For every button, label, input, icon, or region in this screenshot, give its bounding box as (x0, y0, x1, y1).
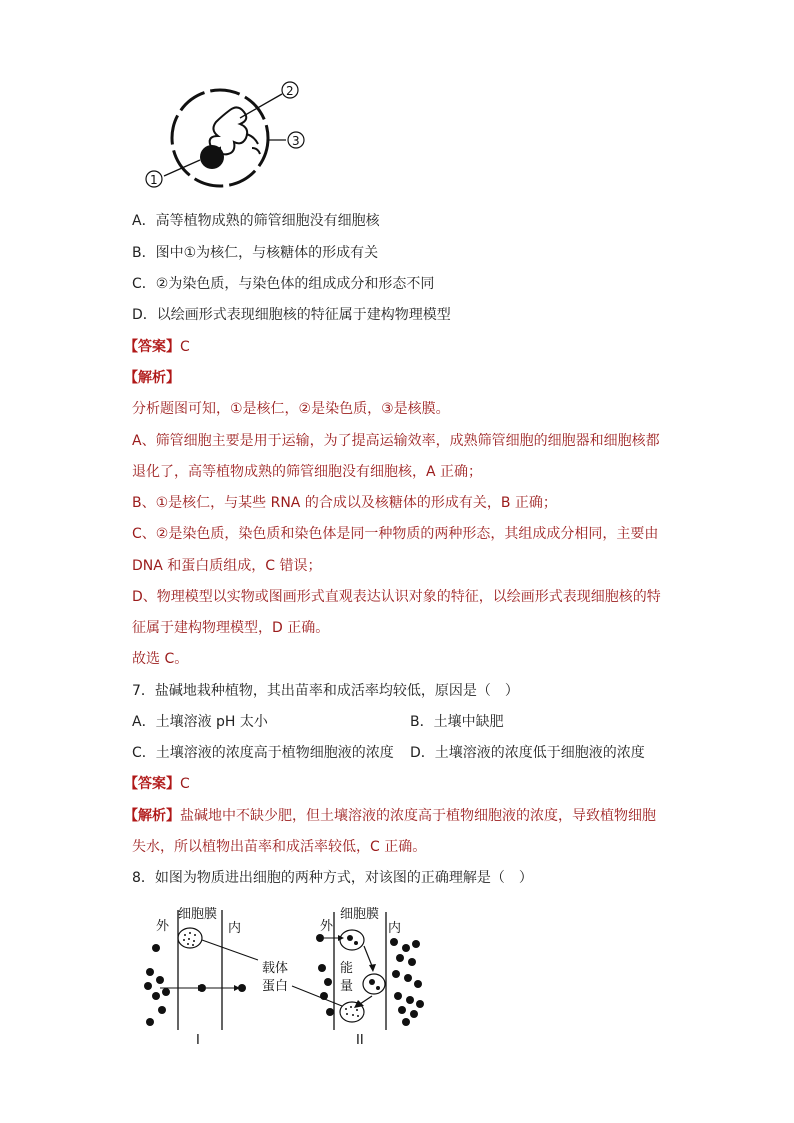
transport-figure (138, 900, 438, 1050)
q6-analysis-line-4: B、①是核仁，与某些 RNA 的合成以及核糖体的形成有关，B 正确； (132, 495, 557, 511)
q6-analysis-line-1: 分析题图可知，①是核仁，②是染色质，③是核膜。 (132, 401, 450, 417)
in-label-left: 内 (228, 921, 242, 936)
q6-option-d: D．以绘画形式表现细胞核的特征属于建构物理模型 (132, 307, 451, 323)
q7-analysis-line-1: 【解析】盐碱地中不缺少肥，但土壤溶液的浓度高于植物细胞液的浓度，导致植物细胞 (124, 808, 656, 824)
q6-option-a: A．高等植物成熟的筛管细胞没有细胞核 (132, 213, 380, 229)
q6-analysis-tag: 【解析】 (124, 370, 180, 386)
q6-analysis-line-7: D、物理模型以实物或图画形式直观表达认识对象的特征，以绘画形式表现细胞核的特 (132, 589, 661, 605)
q6-option-c: C．②为染色质，与染色体的组成成分和形态不同 (132, 276, 435, 292)
out-label-left: 外 (156, 919, 170, 934)
q7-option-b: B．土壤中缺肥 (410, 714, 504, 730)
q6-analysis-line-3: 退化了，高等植物成熟的筛管细胞没有细胞核，A 正确； (132, 464, 483, 480)
nucleolus (200, 145, 224, 169)
energy-label-1: 能 (340, 961, 354, 976)
carrier-label-2: 蛋白 (262, 979, 289, 994)
q6-analysis-line-9: 故选 C。 (132, 651, 189, 667)
label-II: II (356, 1033, 364, 1048)
membrane-label-right: 细胞膜 (340, 907, 380, 922)
q6-option-b: B．图中①为核仁，与核糖体的形成有关 (132, 245, 379, 261)
q8-stem: 8．如图为物质进出细胞的两种方式，对该图的正确理解是（ ） (132, 870, 533, 886)
q7-option-a: A．土壤溶液 pH 太小 (132, 714, 268, 730)
q7-option-d: D．土壤溶液的浓度低于细胞液的浓度 (410, 745, 645, 761)
in-label-right: 内 (388, 921, 402, 936)
q7-analysis-line-2: 失水，所以植物出苗率和成活率较低，C 正确。 (132, 839, 427, 855)
q7-option-c: C．土壤溶液的浓度高于植物细胞液的浓度 (132, 745, 394, 761)
q7-answer: 【答案】C (124, 776, 190, 792)
membrane-label-left: 细胞膜 (178, 907, 218, 922)
label-2: 2 (286, 84, 294, 98)
q6-analysis-line-6: DNA 和蛋白质组成，C 错误； (132, 558, 322, 574)
nucleus-figure (140, 78, 320, 198)
q6-analysis-line-5: C、②是染色质，染色质和染色体是同一种物质的两种形态，其组成成分相同，主要由 (132, 526, 659, 542)
q6-answer: 【答案】C (124, 339, 190, 355)
carrier-label-1: 载体 (262, 961, 289, 976)
out-label-right: 外 (320, 919, 334, 934)
q6-analysis-line-8: 征属于建构物理模型，D 正确。 (132, 620, 330, 636)
energy-label-2: 量 (340, 979, 354, 994)
label-I: I (196, 1033, 200, 1048)
label-1: 1 (150, 173, 158, 187)
label-3: 3 (292, 134, 300, 148)
carrier-protein-right-3 (340, 1002, 364, 1022)
q7-stem: 7．盐碱地栽种植物，其出苗率和成活率均较低，原因是（ ） (132, 683, 519, 699)
q6-analysis-line-2: A、筛管细胞主要是用于运输，为了提高运输效率，成熟筛管细胞的细胞器和细胞核都 (132, 433, 660, 449)
carrier-protein-left (178, 928, 202, 948)
